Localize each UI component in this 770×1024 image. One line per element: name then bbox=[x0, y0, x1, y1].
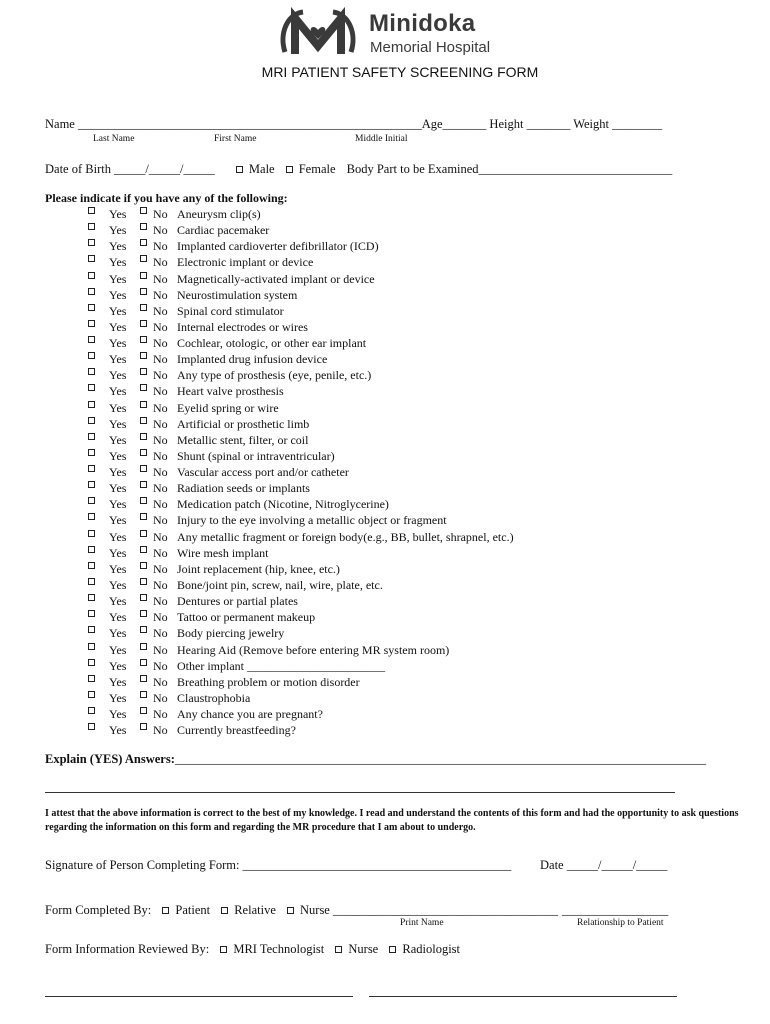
reviewer-nurse-label: Nurse bbox=[348, 942, 379, 956]
yes-checkbox[interactable] bbox=[88, 239, 95, 246]
signature-field[interactable]: Signature of Person Completing Form: ___________________________________________ bbox=[45, 858, 512, 872]
no-checkbox[interactable] bbox=[140, 626, 147, 633]
relative-label: Relative bbox=[234, 903, 276, 917]
no-label: No bbox=[153, 577, 168, 592]
question-text: Shunt (spinal or intraventricular) bbox=[177, 448, 335, 463]
reviewer-signature-line[interactable] bbox=[45, 996, 353, 997]
yes-checkbox[interactable] bbox=[88, 530, 95, 537]
yes-checkbox[interactable] bbox=[88, 594, 95, 601]
completed-by-label: Form Completed By: bbox=[45, 903, 152, 917]
dob-row bbox=[45, 162, 672, 177]
yes-label: Yes bbox=[109, 432, 127, 447]
attestation-text: I attest that the above information is correct to the best of my knowledge. I read and understand the contents of this form and had the opportunity to ask questions regarding the information on this form and regarding the MR procedure that I am about to undergo. bbox=[45, 808, 739, 833]
reviewer-nurse-checkbox[interactable] bbox=[335, 946, 342, 953]
question-text: Eyelid spring or wire bbox=[177, 400, 279, 415]
no-label: No bbox=[153, 432, 168, 447]
question-text: Dentures or partial plates bbox=[177, 594, 298, 609]
question-text: Claustrophobia bbox=[177, 690, 251, 705]
question-text: Tattoo or permanent makeup bbox=[177, 610, 316, 625]
question-text: Joint replacement (hip, knee, etc.) bbox=[177, 561, 340, 576]
yes-label: Yes bbox=[109, 707, 127, 722]
question-text: Spinal cord stimulator bbox=[177, 303, 284, 318]
yes-checkbox[interactable] bbox=[88, 675, 95, 682]
yes-checkbox[interactable] bbox=[88, 578, 95, 585]
yes-label: Yes bbox=[109, 513, 127, 528]
no-label: No bbox=[153, 223, 168, 238]
yes-label: Yes bbox=[109, 255, 127, 270]
question-text: Cardiac pacemaker bbox=[177, 223, 270, 238]
yes-checkbox[interactable] bbox=[88, 223, 95, 230]
yes-checkbox[interactable] bbox=[88, 513, 95, 520]
yes-label: Yes bbox=[109, 626, 127, 641]
no-checkbox[interactable] bbox=[140, 530, 147, 537]
male-label: Male bbox=[248, 162, 275, 176]
explain-row bbox=[45, 752, 706, 767]
no-label: No bbox=[153, 674, 168, 689]
relationship-caption: Relationship to Patient bbox=[577, 918, 664, 928]
question-text: Hearing Aid (Remove before entering MR system room) bbox=[177, 642, 450, 657]
no-checkbox[interactable] bbox=[140, 384, 147, 391]
question-text: Metallic stent, filter, or coil bbox=[177, 432, 309, 447]
question-text: Any chance you are pregnant? bbox=[177, 707, 323, 722]
yes-label: Yes bbox=[109, 561, 127, 576]
no-checkbox[interactable] bbox=[140, 659, 147, 666]
mri-technologist-label: MRI Technologist bbox=[233, 942, 325, 956]
no-checkbox[interactable] bbox=[140, 239, 147, 246]
yes-checkbox[interactable] bbox=[88, 643, 95, 650]
question-text: Injury to the eye involving a metallic object or fragment bbox=[177, 513, 447, 528]
no-label: No bbox=[153, 271, 168, 286]
relative-checkbox[interactable] bbox=[221, 907, 228, 914]
question-text: Implanted drug infusion device bbox=[177, 352, 328, 367]
yes-label: Yes bbox=[109, 545, 127, 560]
no-label: No bbox=[153, 465, 168, 480]
question-text: Bone/joint pin, screw, nail, wire, plate, etc. bbox=[177, 577, 383, 592]
no-checkbox[interactable] bbox=[140, 304, 147, 311]
completed-by-row bbox=[45, 903, 558, 918]
question-text: Currently breastfeeding? bbox=[177, 723, 296, 738]
no-checkbox[interactable] bbox=[140, 723, 147, 730]
no-label: No bbox=[153, 303, 168, 318]
no-label: No bbox=[153, 416, 168, 431]
no-label: No bbox=[153, 594, 168, 609]
nurse-checkbox[interactable] bbox=[287, 907, 294, 914]
no-label: No bbox=[153, 239, 168, 254]
nurse-label: Nurse bbox=[300, 903, 330, 917]
body-part-field[interactable]: Body Part to be Examined_______________________________ bbox=[346, 162, 673, 176]
yes-label: Yes bbox=[109, 384, 127, 399]
no-label: No bbox=[153, 513, 168, 528]
question-text: Any type of prosthesis (eye, penile, etc.) bbox=[177, 368, 372, 383]
no-label: No bbox=[153, 448, 168, 463]
yes-label: Yes bbox=[109, 481, 127, 496]
question-text: Aneurysm clip(s) bbox=[177, 207, 261, 221]
logo-name: Minidoka bbox=[369, 10, 476, 37]
yes-label: Yes bbox=[109, 690, 127, 705]
question-text: Neurostimulation system bbox=[177, 287, 298, 302]
last-name-caption: Last Name bbox=[93, 134, 135, 144]
no-checkbox[interactable] bbox=[140, 707, 147, 714]
yes-label: Yes bbox=[109, 577, 127, 592]
no-label: No bbox=[153, 707, 168, 722]
no-label: No bbox=[153, 384, 168, 399]
yes-label: Yes bbox=[109, 271, 127, 286]
question-text: Wire mesh implant bbox=[177, 545, 269, 560]
print-name-caption: Print Name bbox=[400, 918, 444, 928]
no-label: No bbox=[153, 561, 168, 576]
yes-checkbox[interactable] bbox=[88, 723, 95, 730]
question-text: Body piercing jewelry bbox=[177, 626, 285, 641]
yes-checkbox[interactable] bbox=[88, 288, 95, 295]
name-age-height-weight-field[interactable]: Name _______________________________________________________Age_______ Height _______ Weight ________ bbox=[45, 117, 663, 131]
no-label: No bbox=[153, 497, 168, 512]
yes-label: Yes bbox=[109, 529, 127, 544]
no-label: No bbox=[153, 255, 168, 270]
question-text: Heart valve prosthesis bbox=[177, 384, 284, 399]
yes-checkbox[interactable] bbox=[88, 610, 95, 617]
yes-label: Yes bbox=[109, 303, 127, 318]
yes-label: Yes bbox=[109, 610, 127, 625]
no-checkbox[interactable] bbox=[140, 691, 147, 698]
reviewed-by-row bbox=[45, 942, 460, 957]
question-text: Vascular access port and/or catheter bbox=[177, 465, 349, 480]
middle-initial-caption: Middle Initial bbox=[355, 134, 408, 144]
yes-label: Yes bbox=[109, 223, 127, 238]
yes-label: Yes bbox=[109, 287, 127, 302]
questions-heading: Please indicate if you have any of the following: bbox=[45, 191, 288, 205]
no-checkbox[interactable] bbox=[140, 610, 147, 617]
yes-label: Yes bbox=[109, 368, 127, 383]
no-checkbox[interactable] bbox=[140, 578, 147, 585]
yes-checkbox[interactable] bbox=[88, 368, 95, 375]
no-label: No bbox=[153, 400, 168, 415]
no-label: No bbox=[153, 368, 168, 383]
relationship-field[interactable]: _________________ bbox=[562, 903, 669, 917]
yes-checkbox[interactable] bbox=[88, 465, 95, 472]
yes-label: Yes bbox=[109, 416, 127, 431]
no-checkbox[interactable] bbox=[140, 643, 147, 650]
no-checkbox[interactable] bbox=[140, 336, 147, 343]
no-checkbox[interactable] bbox=[140, 288, 147, 295]
yes-label: Yes bbox=[109, 674, 127, 689]
explain-field[interactable]: _____________________________________________________________________________________ bbox=[174, 752, 707, 766]
patient-checkbox[interactable] bbox=[162, 907, 169, 914]
yes-checkbox[interactable] bbox=[88, 546, 95, 553]
yes-checkbox[interactable] bbox=[88, 433, 95, 440]
no-checkbox[interactable] bbox=[140, 255, 147, 262]
question-text: Breathing problem or motion disorder bbox=[177, 674, 360, 689]
yes-checkbox[interactable] bbox=[88, 304, 95, 311]
yes-checkbox[interactable] bbox=[88, 255, 95, 262]
question-text: Other implant _______________________ bbox=[177, 658, 385, 673]
question-text: Medication patch (Nicotine, Nitroglycerine) bbox=[177, 497, 389, 512]
yes-label: Yes bbox=[109, 336, 127, 351]
no-checkbox[interactable] bbox=[140, 497, 147, 504]
yes-label: Yes bbox=[109, 400, 127, 415]
no-label: No bbox=[153, 642, 168, 657]
yes-label: Yes bbox=[109, 319, 127, 334]
yes-checkbox[interactable] bbox=[88, 352, 95, 359]
no-label: No bbox=[153, 207, 168, 221]
yes-label: Yes bbox=[109, 207, 127, 221]
radiologist-checkbox[interactable] bbox=[389, 946, 396, 953]
no-checkbox[interactable] bbox=[140, 368, 147, 375]
yes-label: Yes bbox=[109, 352, 127, 367]
yes-label: Yes bbox=[109, 497, 127, 512]
no-checkbox[interactable] bbox=[140, 223, 147, 230]
yes-checkbox[interactable] bbox=[88, 384, 95, 391]
yes-checkbox[interactable] bbox=[88, 659, 95, 666]
dob-field[interactable]: Date of Birth _____/_____/_____ bbox=[45, 162, 215, 176]
explain-label: Explain (YES) Answers: bbox=[45, 752, 175, 766]
logo-subtitle: Memorial Hospital bbox=[370, 39, 491, 56]
no-label: No bbox=[153, 545, 168, 560]
no-label: No bbox=[153, 626, 168, 641]
logo-mark-icon bbox=[279, 6, 357, 60]
form-title: MRI PATIENT SAFETY SCREENING FORM bbox=[261, 64, 539, 80]
no-checkbox[interactable] bbox=[140, 449, 147, 456]
no-checkbox[interactable] bbox=[140, 562, 147, 569]
no-checkbox[interactable] bbox=[140, 546, 147, 553]
no-checkbox[interactable] bbox=[140, 594, 147, 601]
no-label: No bbox=[153, 481, 168, 496]
first-name-caption: First Name bbox=[214, 134, 257, 144]
yes-checkbox[interactable] bbox=[88, 497, 95, 504]
question-text: Magnetically-activated implant or device bbox=[177, 271, 375, 286]
reviewed-by-label: Form Information Reviewed By: bbox=[45, 942, 210, 956]
yes-checkbox[interactable] bbox=[88, 707, 95, 714]
no-checkbox[interactable] bbox=[140, 417, 147, 424]
yes-checkbox[interactable] bbox=[88, 320, 95, 327]
yes-label: Yes bbox=[109, 465, 127, 480]
question-text: Any metallic fragment or foreign body(e.g., BB, bullet, shrapnel, etc.) bbox=[177, 529, 514, 544]
yes-checkbox[interactable] bbox=[88, 449, 95, 456]
yes-checkbox[interactable] bbox=[88, 401, 95, 408]
no-label: No bbox=[153, 529, 168, 544]
female-checkbox[interactable] bbox=[286, 166, 293, 173]
female-label: Female bbox=[298, 162, 336, 176]
no-checkbox[interactable] bbox=[140, 272, 147, 279]
question-text: Electronic implant or device bbox=[177, 255, 314, 270]
yes-checkbox[interactable] bbox=[88, 336, 95, 343]
yes-checkbox[interactable] bbox=[88, 417, 95, 424]
reviewer-date-line[interactable] bbox=[369, 996, 677, 997]
no-label: No bbox=[153, 723, 168, 738]
yes-checkbox[interactable] bbox=[88, 481, 95, 488]
question-text: Implanted cardioverter defibrillator (ICD) bbox=[177, 239, 379, 254]
question-text: Internal electrodes or wires bbox=[177, 319, 308, 334]
no-label: No bbox=[153, 287, 168, 302]
yes-label: Yes bbox=[109, 594, 127, 609]
no-checkbox[interactable] bbox=[140, 513, 147, 520]
print-name-field[interactable]: ____________________________________ bbox=[332, 903, 558, 917]
yes-label: Yes bbox=[109, 239, 127, 254]
no-checkbox[interactable] bbox=[140, 320, 147, 327]
no-label: No bbox=[153, 319, 168, 334]
no-checkbox[interactable] bbox=[140, 207, 147, 214]
explain-line-2[interactable] bbox=[45, 792, 675, 793]
no-checkbox[interactable] bbox=[140, 433, 147, 440]
yes-label: Yes bbox=[109, 658, 127, 673]
no-checkbox[interactable] bbox=[140, 465, 147, 472]
no-checkbox[interactable] bbox=[140, 675, 147, 682]
hospital-logo bbox=[279, 6, 529, 60]
yes-label: Yes bbox=[109, 448, 127, 463]
question-text: Radiation seeds or implants bbox=[177, 481, 310, 496]
no-checkbox[interactable] bbox=[140, 401, 147, 408]
yes-checkbox[interactable] bbox=[88, 626, 95, 633]
male-checkbox[interactable] bbox=[236, 166, 243, 173]
question-text: Artificial or prosthetic limb bbox=[177, 416, 310, 431]
no-label: No bbox=[153, 352, 168, 367]
no-checkbox[interactable] bbox=[140, 481, 147, 488]
no-label: No bbox=[153, 690, 168, 705]
question-text: Cochlear, otologic, or other ear implant bbox=[177, 336, 367, 351]
no-label: No bbox=[153, 658, 168, 673]
mri-technologist-checkbox[interactable] bbox=[220, 946, 227, 953]
no-label: No bbox=[153, 336, 168, 351]
no-checkbox[interactable] bbox=[140, 352, 147, 359]
yes-checkbox[interactable] bbox=[88, 272, 95, 279]
no-label: No bbox=[153, 610, 168, 625]
yes-checkbox[interactable] bbox=[88, 207, 95, 214]
radiologist-label: Radiologist bbox=[402, 942, 461, 956]
yes-label: Yes bbox=[109, 723, 127, 738]
yes-label: Yes bbox=[109, 642, 127, 657]
patient-label: Patient bbox=[175, 903, 211, 917]
signature-date-field[interactable]: Date _____/_____/_____ bbox=[540, 858, 668, 872]
yes-checkbox[interactable] bbox=[88, 691, 95, 698]
yes-checkbox[interactable] bbox=[88, 562, 95, 569]
